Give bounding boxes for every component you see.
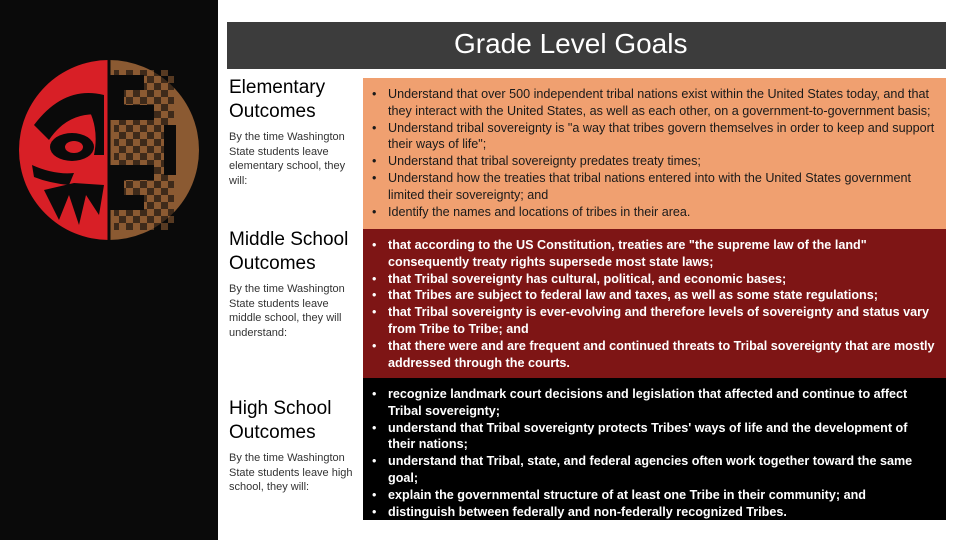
- middle-intro: By the time Washington State students leave middle school, they will understand:: [229, 283, 345, 339]
- list-item: • Understand how the treaties that tribal nations entered into with the United States government limited their sovereignty; and: [367, 170, 936, 204]
- list-item: • that according to the US Constitution, treaties are "the supreme law of the land" consequently treaty rights supersede most state laws;: [367, 237, 936, 271]
- list-item: • understand that Tribal, state, and federal agencies often work together toward the same goal;: [367, 453, 936, 487]
- elementary-label: [229, 76, 359, 188]
- list-item: • Understand tribal sovereignty is "a way that tribes govern themselves in order to keep and support their ways of life";: [367, 120, 936, 154]
- list-item: • Understand that tribal sovereignty predates treaty times;: [367, 153, 936, 170]
- list-item: • that Tribal sovereignty has cultural, political, and economic bases;: [367, 271, 936, 288]
- list-item: • Identify the names and locations of tribes in their area.: [367, 204, 936, 221]
- list-item: • recognize landmark court decisions and legislation that affected and continue to affect Tribal sovereignty;: [367, 386, 936, 420]
- high-label: [229, 397, 359, 495]
- list-item: • Understand that over 500 independent tribal nations exist within the United States today, and that they interact with the United States, as well as each other, on a government-to-government basis;: [367, 86, 936, 120]
- middle-heading: Middle School Outcomes: [229, 229, 349, 274]
- tribal-art-icon: [14, 55, 204, 245]
- list-item: • that Tribal sovereignty is ever-evolving and therefore levels of sovereignty and status vary from Tribe to Tribe; and: [367, 304, 936, 338]
- high-outcomes-box: [363, 378, 946, 520]
- list-item: • that Tribes are subject to federal law and taxes, as well as some state regulations;: [367, 287, 936, 304]
- middle-label: [229, 228, 359, 340]
- list-item: • explain the governmental structure of at least one Tribe in their community; and: [367, 487, 936, 504]
- elementary-intro: By the time Washington State students leave elementary school, they will:: [229, 131, 346, 187]
- title-bar: [227, 22, 946, 69]
- middle-outcomes-box: [363, 229, 946, 378]
- high-intro: By the time Washington State students leave high school, they will:: [229, 452, 353, 493]
- decorative-side-panel: [0, 0, 218, 540]
- elementary-heading: Elementary Outcomes: [229, 77, 326, 122]
- list-item: • understand that Tribal sovereignty protects Tribes' ways of life and the development of their nations;: [367, 420, 936, 454]
- high-heading: High School Outcomes: [229, 398, 332, 443]
- page-title: Grade Level Goals: [454, 28, 688, 59]
- list-item: • distinguish between federally and non-federally recognized Tribes.: [367, 504, 936, 521]
- list-item: • that there were and are frequent and continued threats to Tribal sovereignty that are mostly addressed through the courts.: [367, 338, 936, 372]
- elementary-outcomes-box: [363, 78, 946, 229]
